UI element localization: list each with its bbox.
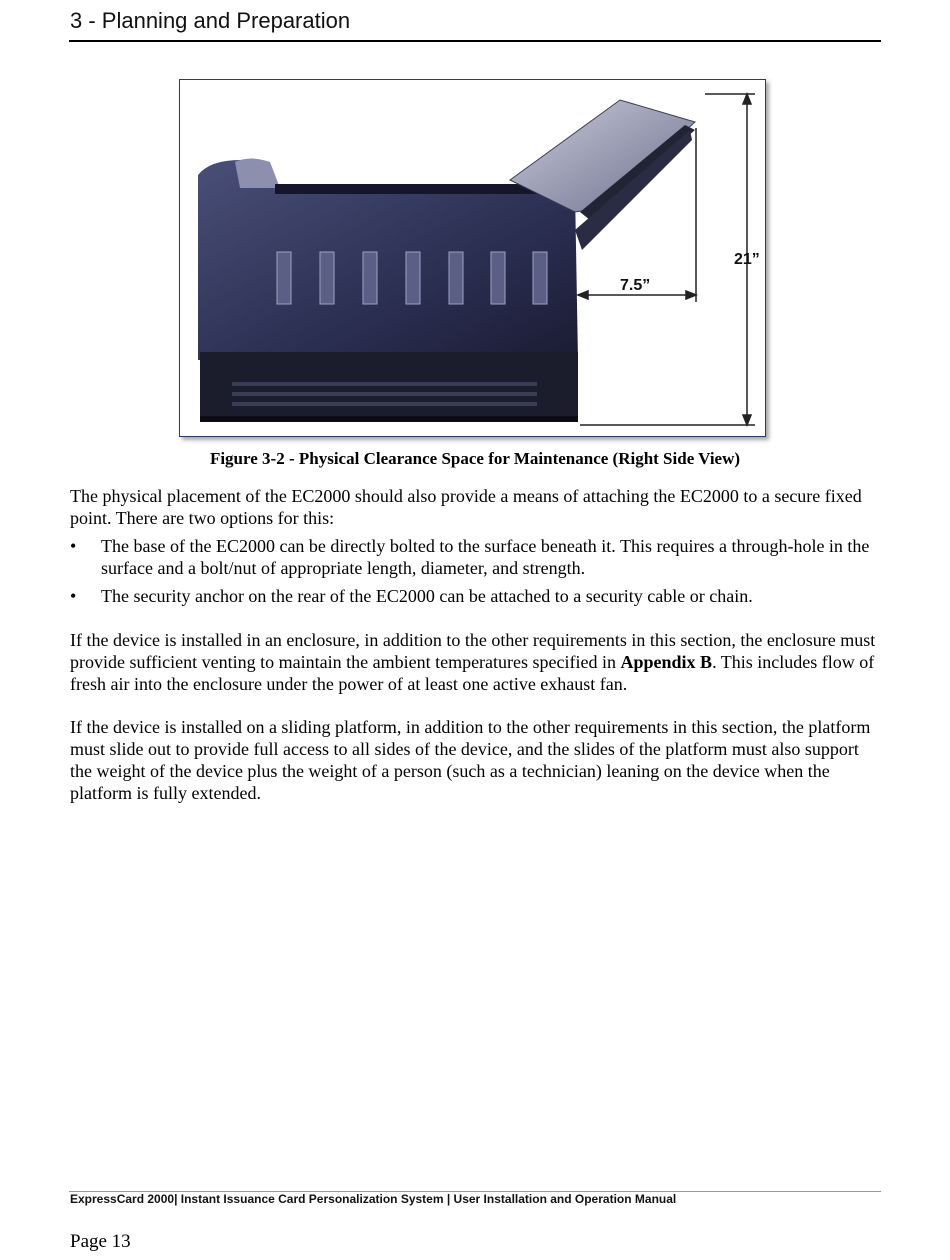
bullet-list	[70, 535, 882, 613]
list-item	[70, 535, 882, 579]
paragraph-text: . This includes flow of fresh air into the enclosure under the power of at least one active exhaust fan.	[70, 652, 875, 694]
figure-photo	[179, 79, 766, 437]
bullet-icon: •	[70, 586, 77, 606]
dimension-vertical-label: 21”	[734, 251, 760, 268]
page-number: Page 13	[70, 1231, 131, 1252]
printer-side-view-illustration	[180, 80, 765, 436]
section-title: 3 - Planning and Preparation	[70, 8, 351, 33]
paragraph-sliding-platform: If the device is installed on a sliding platform, in addition to the other requirements in this section, the platform must slide out to provide full access to all sides of the device, and the slides of the platform must also support the weight of the device plus the weight of a person (such as a technician) leaning on the device when the platform is fully extended.	[70, 717, 871, 803]
paragraph-text: If the device is installed in an enclosure, in addition to the other requirements in this section, the enclosure must provide sufficient venting to maintain the ambient temperatures specified in	[70, 630, 876, 672]
footer-title: ExpressCard 2000| Instant Issuance Card Personalization System | User Installation and Operation Manual	[70, 1192, 677, 1206]
bullet-text: The security anchor on the rear of the EC2000 can be attached to a security cable or chain.	[101, 586, 753, 606]
paragraph-enclosure	[70, 629, 882, 695]
bullet-icon: •	[70, 536, 77, 556]
printer-body	[198, 159, 580, 423]
list-item	[70, 585, 882, 607]
appendix-reference: Appendix B	[620, 652, 713, 672]
page-header	[69, 6, 881, 42]
dimension-horizontal-label: 7.5”	[620, 277, 651, 294]
paragraph-placement: The physical placement of the EC2000 should also provide a means of attaching the EC2000 to a secure fixed point. There are two options for this:	[70, 486, 862, 528]
bullet-text: The base of the EC2000 can be directly bolted to the surface beneath it. This requires a through-hole in the surface and a bolt/nut of appropriate length, diameter, and strength.	[101, 536, 870, 578]
figure-caption: Figure 3-2 - Physical Clearance Space for Maintenance (Right Side View)	[209, 449, 741, 468]
